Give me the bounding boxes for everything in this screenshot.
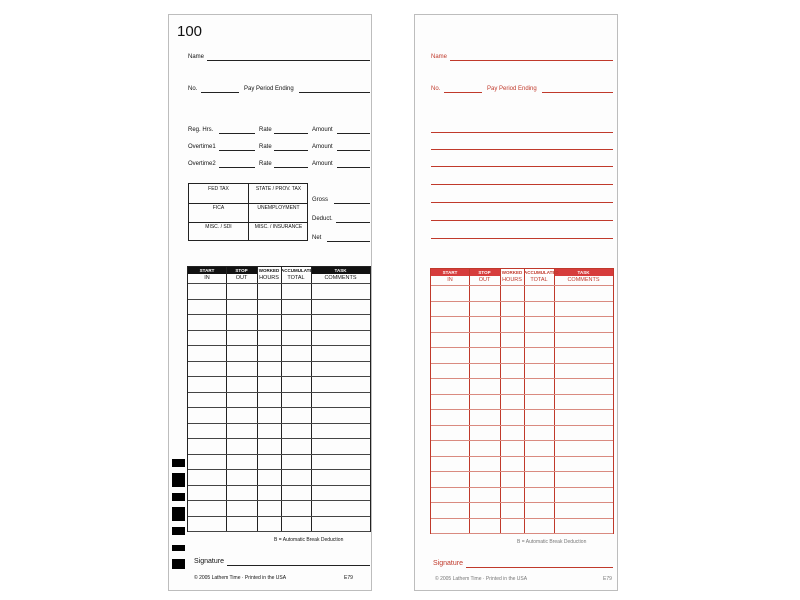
grid-column-divider: [500, 269, 501, 533]
misc-insurance-label: MISC. / INSURANCE: [254, 224, 303, 230]
grid-row-line: [188, 469, 370, 470]
grid-header-top: STOP: [235, 268, 248, 273]
copyright-text: © 2005 Lathem Time · Printed in the USA: [435, 576, 528, 582]
grid-row-line: [431, 533, 613, 534]
ot2-hrs-field[interactable]: [219, 167, 255, 168]
grid-row-line: [431, 456, 613, 457]
tax-box: [188, 183, 308, 241]
name-field[interactable]: [207, 60, 370, 61]
signature-field[interactable]: [466, 567, 613, 568]
grid-header-top: WORKED: [258, 268, 280, 273]
reg-hrs-field[interactable]: [219, 133, 255, 134]
pay-period-field[interactable]: [299, 92, 370, 93]
number-field[interactable]: [444, 92, 482, 93]
grid-row-line: [188, 438, 370, 439]
grid-row-line: [188, 454, 370, 455]
grid-header-top: START: [199, 268, 215, 273]
barcode-mark: [172, 493, 185, 501]
reg-rate-field[interactable]: [274, 133, 308, 134]
grid-column-divider: [311, 267, 312, 531]
grid-row-line: [431, 332, 613, 333]
grid-row-line: [188, 345, 370, 346]
grid-row-line: [188, 516, 370, 517]
blank-line[interactable]: [431, 238, 613, 239]
grid-column-divider: [281, 267, 282, 531]
ot1-rate-field[interactable]: [274, 150, 308, 151]
grid-column-divider: [554, 269, 555, 533]
time-card-red: [414, 14, 618, 591]
grid-header-top: START: [442, 270, 458, 275]
grid-header-top: TASK: [577, 270, 590, 275]
deduct-label: Deduct.: [312, 216, 333, 222]
grid-row-line: [188, 423, 370, 424]
grid-row-line: [188, 376, 370, 377]
grid-row-line: [431, 471, 613, 472]
time-grid: [187, 266, 371, 532]
blank-line[interactable]: [431, 184, 613, 185]
grid-header-sub: OUT: [235, 275, 248, 281]
grid-row-line: [188, 500, 370, 501]
blank-line[interactable]: [431, 132, 613, 133]
grid-row-line: [431, 394, 613, 395]
blank-line[interactable]: [431, 202, 613, 203]
grid-header-top: ACCUMULATED: [281, 268, 316, 273]
blank-line[interactable]: [431, 166, 613, 167]
number-field[interactable]: [201, 92, 239, 93]
state-tax-label: STATE / PROV. TAX: [255, 186, 302, 192]
grid-row-line: [188, 314, 370, 315]
ot2-rate-field[interactable]: [274, 167, 308, 168]
grid-row-line: [431, 440, 613, 441]
pay-period-label: Pay Period Ending: [487, 86, 537, 92]
ot2-amount-field[interactable]: [337, 167, 370, 168]
amount-label: Amount: [312, 161, 333, 167]
amount-label: Amount: [312, 144, 333, 150]
grid-row-line: [431, 518, 613, 519]
number-label: No.: [188, 86, 198, 92]
net-field[interactable]: [327, 241, 370, 242]
grid-row-line: [188, 485, 370, 486]
grid-row-line: [188, 299, 370, 300]
amount-label: Amount: [312, 127, 333, 133]
grid-header-sub: HOURS: [502, 277, 522, 283]
signature-field[interactable]: [227, 565, 370, 566]
unemployment-label: UNEMPLOYMENT: [257, 205, 300, 211]
form-code: E79: [603, 576, 612, 582]
deduct-field[interactable]: [336, 222, 370, 223]
barcode-mark: [172, 507, 185, 521]
grid-row-line: [431, 316, 613, 317]
grid-column-divider: [257, 267, 258, 531]
time-card-black: [168, 14, 372, 591]
time-grid: [430, 268, 614, 534]
grid-header-sub: COMMENTS: [567, 277, 600, 283]
rate-label: Rate: [259, 144, 272, 150]
pay-period-field[interactable]: [542, 92, 613, 93]
fed-tax-label: FED TAX: [208, 186, 229, 192]
grid-row-line: [431, 502, 613, 503]
grid-column-divider: [469, 269, 470, 533]
grid-row-line: [188, 361, 370, 362]
gross-field[interactable]: [334, 203, 370, 204]
blank-line[interactable]: [431, 220, 613, 221]
grid-row-line: [431, 363, 613, 364]
grid-header-top: STOP: [478, 270, 491, 275]
barcode-mark: [172, 459, 185, 467]
grid-row-line: [431, 285, 613, 286]
barcode-mark: [172, 545, 185, 551]
grid-row-line: [188, 392, 370, 393]
break-note: B = Automatic Break Deduction: [274, 537, 344, 543]
grid-row-line: [431, 347, 613, 348]
grid-row-line: [431, 301, 613, 302]
rate-label: Rate: [259, 127, 272, 133]
card-number: 100: [177, 23, 203, 40]
barcode-mark: [172, 527, 185, 535]
grid-header-top: WORKED: [501, 270, 523, 275]
grid-header-sub: TOTAL: [530, 277, 548, 283]
blank-line[interactable]: [431, 149, 613, 150]
grid-header-top: ACCUMULATED: [524, 270, 559, 275]
barcode-mark: [172, 473, 185, 487]
grid-row-line: [188, 531, 370, 532]
copyright-text: © 2005 Lathem Time · Printed in the USA: [194, 575, 287, 581]
pay-period-label: Pay Period Ending: [244, 86, 294, 92]
grid-header-sub: OUT: [478, 277, 491, 283]
grid-header-top: TASK: [334, 268, 347, 273]
overtime1-label: Overtime1: [188, 144, 216, 150]
ot1-amount-field[interactable]: [337, 150, 370, 151]
name-label: Name: [431, 54, 448, 60]
grid-row-line: [431, 409, 613, 410]
number-label: No.: [431, 86, 441, 92]
break-note: B = Automatic Break Deduction: [517, 539, 587, 545]
form-code: E79: [344, 575, 353, 581]
reg-amount-field[interactable]: [337, 133, 370, 134]
net-label: Net: [312, 235, 322, 241]
grid-row-line: [188, 283, 370, 284]
name-label: Name: [188, 54, 205, 60]
ot1-hrs-field[interactable]: [219, 150, 255, 151]
grid-column-divider: [226, 267, 227, 531]
signature-label: Signature: [433, 560, 463, 567]
reg-hrs-label: Reg. Hrs.: [188, 127, 214, 133]
grid-header-sub: IN: [447, 277, 453, 283]
grid-row-line: [431, 487, 613, 488]
grid-row-line: [188, 330, 370, 331]
gross-label: Gross: [312, 197, 329, 203]
grid-row-line: [431, 425, 613, 426]
signature-label: Signature: [194, 558, 224, 565]
grid-header-sub: COMMENTS: [324, 275, 357, 281]
fica-label: FICA: [212, 205, 225, 211]
grid-header-sub: TOTAL: [287, 275, 305, 281]
grid-column-divider: [524, 269, 525, 533]
rate-label: Rate: [259, 161, 272, 167]
name-field[interactable]: [450, 60, 613, 61]
misc-sdi-label: MISC. / SDI: [205, 224, 232, 230]
grid-row-line: [188, 407, 370, 408]
grid-row-line: [431, 378, 613, 379]
grid-header-sub: HOURS: [259, 275, 279, 281]
overtime2-label: Overtime2: [188, 161, 216, 167]
grid-header-sub: IN: [204, 275, 210, 281]
barcode-mark: [172, 559, 185, 569]
